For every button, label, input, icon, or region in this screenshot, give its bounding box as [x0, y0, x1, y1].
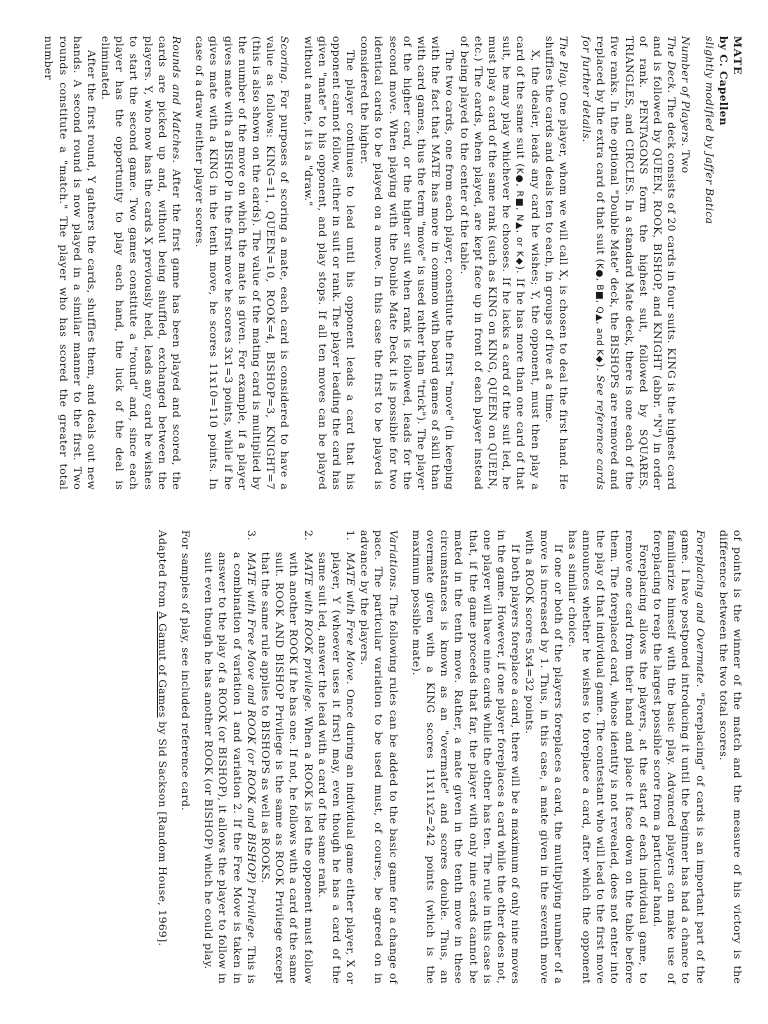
variation-label: MATE with Free Move and ROOK (or ROOK and BISHOP) Privilege. [244, 552, 257, 943]
variations-paragraph [357, 530, 400, 984]
rounds-paragraph-2: After the first round, Y gathers the cards, shuffles them, and deals out new hands. A second round is now played in a similar manner to the first. Two rounds constitute a "match." The player who has scored the greater total number [42, 36, 97, 490]
adapted-prefix: Adapted from [155, 530, 168, 612]
list-item [258, 530, 315, 984]
left-column [30, 36, 744, 490]
deck-symbols: K●, B■, Q▲, and K◆ [594, 263, 605, 364]
variations-label: Variations. [386, 530, 399, 592]
right-column [30, 530, 744, 984]
list-item-body [258, 552, 315, 984]
list-number: 3. [244, 530, 257, 541]
play-text: One player, whom we will call X, is chosen to deal the first hand. He shuffles the cards and deals ten to each, in groups of five at a time. [542, 36, 569, 490]
variation-text: This is a combination of variation 1 and variation 2. If the Free Move is taken in answer to the play of a ROOK (or BISHOP), it allows the player to follow in suit even though he has another ROOK (or BISHOP) which he could play. [202, 552, 257, 985]
variation-text: Once during an individual game either player, X or player, Y (whoever uses it first) may, even though he has a card of the same suit led, answer the lead with a card of the same rank. [315, 552, 357, 984]
players-text: Two [679, 150, 692, 174]
deck-paragraph [579, 36, 678, 490]
deck-see-reference: See reference cards for further details. [580, 36, 607, 490]
play-paragraph-3: The two cards, one from each player, constitute the first "move" (in keeping with the fact that MATE has more in common with board games of skill than with card games, thus the term "move" is used rather than "trick"). The player of the higher card, or the higher suit when rank is followed, leads for the second move. When playing with the Double Mate Deck it is possible for two identical cards to be played on a move. In this case the first to be played is considered the higher. [358, 36, 456, 490]
list-item-body [201, 552, 258, 984]
deck-label: The Deck. [665, 36, 678, 94]
rounds-text: After the first game has been played and scored, the cards are picked up and, without being shuffled, exchanged between the players. Y, who now has the cards X previously held, leads any card he wishes to start the second game. Two games constitute a "round" and, since each player has the opportunity to play each hand, the luck of the deal is eliminated. [99, 36, 183, 490]
play-p2-symbols: K●, R■, N▲, or K◆ [514, 167, 525, 266]
variations-text: The following rules can be added to the basic game for a change of pace. The particular variation to be used must, of course, be agreed on in advance by the players. [358, 530, 399, 984]
foreplacing-paragraph [650, 530, 707, 984]
players-label: Number of Players. [679, 36, 692, 147]
adapted-title: A Gamut of Games [155, 611, 168, 718]
list-item [315, 530, 358, 984]
scoring-text: For purposes of scoring a mate, each card is considered to have a value as follows: KING=11, QUEEN=10, ROOK=4, BISHOP=3, KNIGHT=7 (this is also shown on the cards). The value of the mating card is multiplied by the number of the move on which the mate is given. For example, if a player gives mate with a BISHOP in the first move he scores 3x1=3 points, while if he gives mate with a KING in the tenth move, he scores 11x10=110 points. In case of a draw neither player scores. [193, 36, 291, 490]
list-item [201, 530, 258, 984]
deck-text-end: ). [594, 363, 607, 372]
play-p2-rest: ). If he has more than one card of that suit, he may play whichever he chooses. If he lacks a card of the suit led, he must play a card of the same rank (such as KING on KING, QUEEN on QUEEN, etc.) The cards, when played, are kept face up in front of each player instead of being played to the center of the table. [457, 36, 527, 490]
play-paragraph-4: The player continues to lead until his opponent leads a card that his opponent cannot follow, either in suit or rank. The player leading the card has given "mate" to his opponent, and play stops. If all ten moves can be played without a mate, it is a "draw." [301, 36, 357, 490]
variations-list [201, 530, 357, 984]
continued-paragraph: of points is the winner of the match and the measure of his victory is the difference between the two total scores. [716, 530, 743, 984]
play-paragraph [542, 36, 570, 490]
play-p2-text: X, the dealer, leads any card he wishes; Y, the opponent, must then play a card of the same suit ( [514, 36, 541, 490]
play-paragraph-2 [456, 36, 541, 490]
deck-text: The deck consists of 20 cards in four suits. KING is the highest card and is followed by QUEEN, ROOK, BISHOP, and KNIGHT (abbr. "N") in order of rank. PENTAGONS form the highest suit, followed by SQUARES, TRIANGLES, and CIRCLES. In a standard Mate deck, there is one each of the five ranks. In the optional "Double Mate" deck, the BISHOPS are removed and replaced by the extra card of that suit ( [594, 36, 678, 490]
foreplacing-text: "Foreplacing" of cards is an important part of the game. I have postponed introducing it until the beginner has had a chance to familiarize himself with the basic play. Advanced players can make use of foreplacing to reap the largest possible score from a particular hand. [651, 530, 706, 985]
variation-label: MATE with Free Move. [344, 552, 357, 685]
game-title: MATE [731, 36, 743, 76]
samples-line: For samples of play, see included reference card. [179, 530, 192, 811]
play-label: The Play. [556, 36, 569, 88]
author-line: by C. Capellen [716, 36, 729, 126]
foreplacing-paragraph-2: Foreplacing allows the players, at the start of each individual game, to remove one card from their hand and place it face down on the table before them. The foreplaced card, whose identity is not revealed, does not enter into the play of that individual game. The contestant who will lead to the first move announces whether he wishes to foreplace a card, after which the opponent has a similar choice. [565, 530, 649, 984]
variation-text: When a ROOK is led the opponent must follow with another ROOK if he has one. If not, he follows with a card of the same suit. ROOK AND BISHOP Privilege is the same as ROOK Privilege except that the same rule applies to BISHOPS as well as ROOKS. [259, 552, 314, 984]
foreplacing-paragraph-3: If one or both of the players foreplaces a card, the multiplying number of a move is increased by 1. Thus, in this case, a mate given in the seventh move with a ROOK scores 5x4=32 points. [523, 530, 564, 984]
foreplacing-paragraph-4: If both players foreplace a card, there will be a maximum of only nine moves in the game. However, if one player foreplaces a card while the other does not, one player will have nine cards while the other has ten. The rule in this case is that, if the game proceeds that far, the player with only nine cards cannot be mated in the tenth move. Rather, a mate given in the tenth move in these circumstances is known as an "overmate" and scores double. Thus, an overmate given with a KING scores 11x11x2=242 points (which is the maximum possible mate). [409, 530, 522, 984]
list-item-body [315, 552, 358, 984]
rounds-paragraph [98, 36, 183, 490]
scoring-label: Scoring. [278, 36, 291, 84]
scoring-paragraph [192, 36, 291, 490]
list-number: 1. [344, 530, 357, 541]
rounds-label: Rounds and Matches. [170, 36, 183, 164]
adapted-from [155, 530, 169, 984]
players-paragraph [678, 36, 692, 490]
foreplacing-label: Foreplacing and Overmate. [693, 530, 706, 688]
adapted-suffix: by Sid Sackson [Random House, 1969]. [155, 717, 168, 947]
list-number: 2. [301, 530, 314, 541]
variation-label: MATE with ROOK privilege. [301, 552, 314, 713]
modified-line: slightly modified by Jaffer Batica [702, 36, 715, 225]
